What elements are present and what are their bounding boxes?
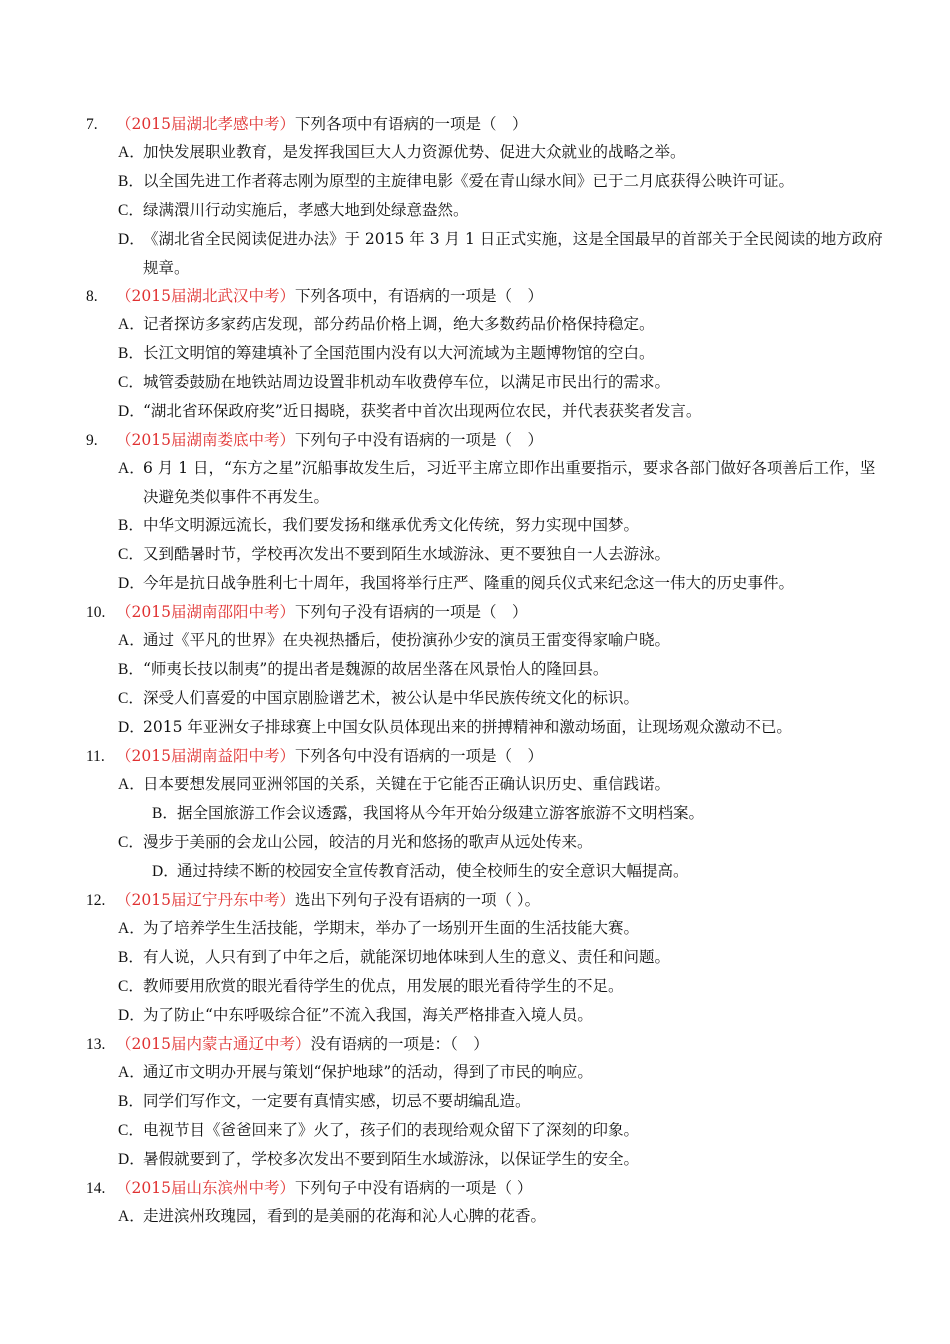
option-letter: C． bbox=[118, 978, 144, 995]
option-c bbox=[86, 828, 886, 857]
question-number: 11. bbox=[86, 748, 105, 765]
question-source: （2015届湖北孝感中考） bbox=[116, 115, 295, 133]
option-a bbox=[86, 1058, 886, 1087]
option-letter: D． bbox=[118, 1007, 145, 1024]
option-letter: C． bbox=[118, 202, 144, 219]
question-13 bbox=[86, 1030, 886, 1174]
option-c bbox=[86, 684, 886, 713]
option-c bbox=[86, 1116, 886, 1145]
option-letter: A． bbox=[118, 144, 145, 161]
option-b bbox=[86, 655, 886, 684]
option-letter: D． bbox=[118, 403, 145, 420]
option-letter: B． bbox=[118, 345, 144, 362]
option-text: 据全国旅游工作会议透露，我国将从今年开始分级建立游客旅游不文明档案。 bbox=[177, 804, 705, 822]
question-number: 9. bbox=[86, 432, 98, 449]
option-c bbox=[86, 540, 886, 569]
option-text: 走进滨州玫瑰园，看到的是美丽的花海和沁人心脾的花香。 bbox=[143, 1207, 547, 1225]
question-7 bbox=[86, 110, 886, 282]
option-text: 加快发展职业教育，是发挥我国巨大人力资源优势、促进大众就业的战略之举。 bbox=[143, 143, 686, 161]
option-text: 长江文明馆的筹建填补了全国范围内没有以大河流域为主题博物馆的空白。 bbox=[143, 344, 655, 362]
question-number: 7. bbox=[86, 116, 98, 133]
option-a bbox=[86, 626, 886, 655]
question-stem bbox=[86, 426, 886, 454]
option-text: 2015 年亚洲女子排球赛上中国女队员体现出来的拼搏精神和激动场面，让现场观众激动不已。 bbox=[143, 718, 792, 736]
option-text: 同学们写作文，一定要有真情实感，切忌不要胡编乱造。 bbox=[143, 1092, 531, 1110]
option-d bbox=[86, 225, 888, 282]
option-text: 城管委鼓励在地铁站周边设置非机动车收费停车位，以满足市民出行的需求。 bbox=[143, 373, 671, 391]
option-text: 日本要想发展同亚洲邻国的关系，关键在于它能否正确认识历史、重信践诺。 bbox=[143, 775, 671, 793]
question-source: （2015届山东滨州中考） bbox=[116, 1179, 295, 1197]
option-d bbox=[86, 1001, 886, 1030]
option-letter: A． bbox=[118, 460, 145, 477]
question-stem bbox=[86, 886, 886, 914]
option-a bbox=[86, 914, 886, 943]
option-text: 中华文明源远流长，我们要发扬和继承优秀文化传统，努力实现中国梦。 bbox=[143, 516, 640, 534]
option-d bbox=[86, 857, 886, 886]
question-prompt: 下列句子中没有语病的一项是（ ） bbox=[294, 431, 543, 449]
option-letter: D． bbox=[118, 231, 145, 248]
option-b bbox=[86, 1087, 886, 1116]
option-text: “师夷长技以制夷”的提出者是魏源的故居坐落在风景怡人的隆回县。 bbox=[143, 660, 609, 678]
question-9 bbox=[86, 426, 886, 598]
option-letter: C． bbox=[118, 834, 144, 851]
question-prompt: 下列句子中没有语病的一项是（ ） bbox=[294, 1179, 533, 1197]
question-prompt: 下列句子没有语病的一项是（ ） bbox=[294, 603, 528, 621]
question-source: （2015届湖北武汉中考） bbox=[116, 287, 295, 305]
question-stem bbox=[86, 1030, 886, 1058]
option-text: 电视节目《爸爸回来了》火了，孩子们的表现给观众留下了深刻的印象。 bbox=[143, 1121, 640, 1139]
option-letter: B． bbox=[152, 805, 178, 822]
question-source: （2015届湖南娄底中考） bbox=[116, 431, 295, 449]
option-text: 教师要用欣赏的眼光看待学生的优点，用发展的眼光看待学生的不足。 bbox=[143, 977, 624, 995]
question-stem bbox=[86, 282, 886, 310]
option-text: 以全国先进工作者蒋志刚为原型的主旋律电影《爱在青山绿水间》已于二月底获得公映许可证。 bbox=[143, 172, 795, 190]
question-source: （2015届辽宁丹东中考） bbox=[116, 891, 295, 909]
question-number: 13. bbox=[86, 1036, 106, 1053]
option-c bbox=[86, 196, 886, 225]
option-letter: D． bbox=[118, 575, 145, 592]
option-text: 暑假就要到了，学校多次发出不要到陌生水域游泳，以保证学生的安全。 bbox=[143, 1150, 640, 1168]
question-14 bbox=[86, 1174, 886, 1231]
option-letter: A． bbox=[118, 632, 145, 649]
question-11 bbox=[86, 742, 886, 886]
option-a bbox=[86, 770, 886, 799]
option-letter: B． bbox=[118, 661, 144, 678]
option-letter: B． bbox=[118, 517, 144, 534]
option-letter: D． bbox=[118, 1151, 145, 1168]
question-8 bbox=[86, 282, 886, 426]
option-d bbox=[86, 397, 886, 426]
option-c bbox=[86, 972, 886, 1001]
option-d bbox=[86, 713, 886, 742]
question-source: （2015届内蒙古通辽中考） bbox=[116, 1035, 311, 1053]
question-prompt: 下列各句中没有语病的一项是（ ） bbox=[294, 747, 543, 765]
question-source: （2015届湖南邵阳中考） bbox=[116, 603, 295, 621]
option-text: 又到酷暑时节，学校再次发出不要到陌生水域游泳、更不要独自一人去游泳。 bbox=[143, 545, 671, 563]
option-text: 记者探访多家药店发现，部分药品价格上调，绝大多数药品价格保持稳定。 bbox=[143, 315, 655, 333]
question-12 bbox=[86, 886, 886, 1030]
option-text: 通过《平凡的世界》在央视热播后，使扮演孙少安的演员王雷变得家喻户晓。 bbox=[143, 631, 671, 649]
option-b bbox=[86, 943, 886, 972]
option-text: “湖北省环保政府奖”近日揭晓，获奖者中首次出现两位农民，并代表获奖者发言。 bbox=[143, 402, 702, 420]
option-a bbox=[86, 454, 888, 511]
option-text: 绿满澴川行动实施后，孝感大地到处绿意盎然。 bbox=[143, 201, 469, 219]
question-number: 10. bbox=[86, 604, 106, 621]
question-10 bbox=[86, 598, 886, 742]
option-letter: A． bbox=[118, 316, 145, 333]
option-text: 《湖北省全民阅读促进办法》于 2015 年 3 月 1 日正式实施，这是全国最早的首部关于全民阅读的地方政府规章。 bbox=[143, 230, 883, 277]
option-b bbox=[86, 511, 886, 540]
option-d bbox=[86, 569, 886, 598]
option-a bbox=[86, 1202, 886, 1231]
option-letter: A． bbox=[118, 776, 145, 793]
option-letter: C． bbox=[118, 690, 144, 707]
option-letter: A． bbox=[118, 1064, 145, 1081]
option-letter: C． bbox=[118, 374, 144, 391]
option-letter: D． bbox=[152, 863, 179, 880]
option-b bbox=[86, 339, 886, 368]
question-stem bbox=[86, 1174, 886, 1202]
option-letter: B． bbox=[118, 949, 144, 966]
option-letter: A． bbox=[118, 1208, 145, 1225]
option-text: 6 月 1 日，“东方之星”沉船事故发生后，习近平主席立即作出重要指示，要求各部门做好各项善后工作，坚决避免类似事件不再发生。 bbox=[143, 459, 876, 506]
question-prompt: 没有语病的一项是：（ ） bbox=[310, 1035, 489, 1053]
question-number: 14. bbox=[86, 1180, 106, 1197]
question-number: 8. bbox=[86, 288, 98, 305]
option-text: 为了培养学生生活技能，学期末，举办了一场别开生面的生活技能大赛。 bbox=[143, 919, 640, 937]
question-number: 12. bbox=[86, 892, 106, 909]
question-stem bbox=[86, 110, 886, 138]
option-text: 漫步于美丽的会龙山公园，皎洁的月光和悠扬的歌声从远处传来。 bbox=[143, 833, 593, 851]
option-d bbox=[86, 1145, 886, 1174]
option-letter: A． bbox=[118, 920, 145, 937]
option-b bbox=[86, 167, 886, 196]
option-text: 通过持续不断的校园安全宣传教育活动，使全校师生的安全意识大幅提高。 bbox=[177, 862, 689, 880]
option-b bbox=[86, 799, 886, 828]
question-prompt: 下列各项中，有语病的一项是（ ） bbox=[294, 287, 543, 305]
option-c bbox=[86, 368, 886, 397]
question-stem bbox=[86, 742, 886, 770]
option-letter: C． bbox=[118, 546, 144, 563]
question-stem bbox=[86, 598, 886, 626]
option-letter: C． bbox=[118, 1122, 144, 1139]
option-text: 今年是抗日战争胜利七十周年，我国将举行庄严、隆重的阅兵仪式来纪念这一伟大的历史事件。 bbox=[143, 574, 795, 592]
option-text: 深受人们喜爱的中国京剧脸谱艺术，被公认是中华民族传统文化的标识。 bbox=[143, 689, 640, 707]
option-letter: B． bbox=[118, 173, 144, 190]
option-a bbox=[86, 310, 886, 339]
option-text: 通辽市文明办开展与策划“保护地球”的活动，得到了市民的响应。 bbox=[143, 1063, 593, 1081]
option-text: 有人说，人只有到了中年之后，就能深切地体味到人生的意义、责任和问题。 bbox=[143, 948, 671, 966]
option-text: 为了防止“中东呼吸综合征”不流入我国，海关严格排查入境人员。 bbox=[143, 1006, 593, 1024]
question-prompt: 下列各项中有语病的一项是（ ） bbox=[294, 115, 528, 133]
question-prompt: 选出下列句子没有语病的一项（ ）。 bbox=[294, 891, 541, 909]
option-letter: B． bbox=[118, 1093, 144, 1110]
question-source: （2015届湖南益阳中考） bbox=[116, 747, 295, 765]
question-list bbox=[86, 110, 886, 1231]
option-a bbox=[86, 138, 886, 167]
option-letter: D． bbox=[118, 719, 145, 736]
